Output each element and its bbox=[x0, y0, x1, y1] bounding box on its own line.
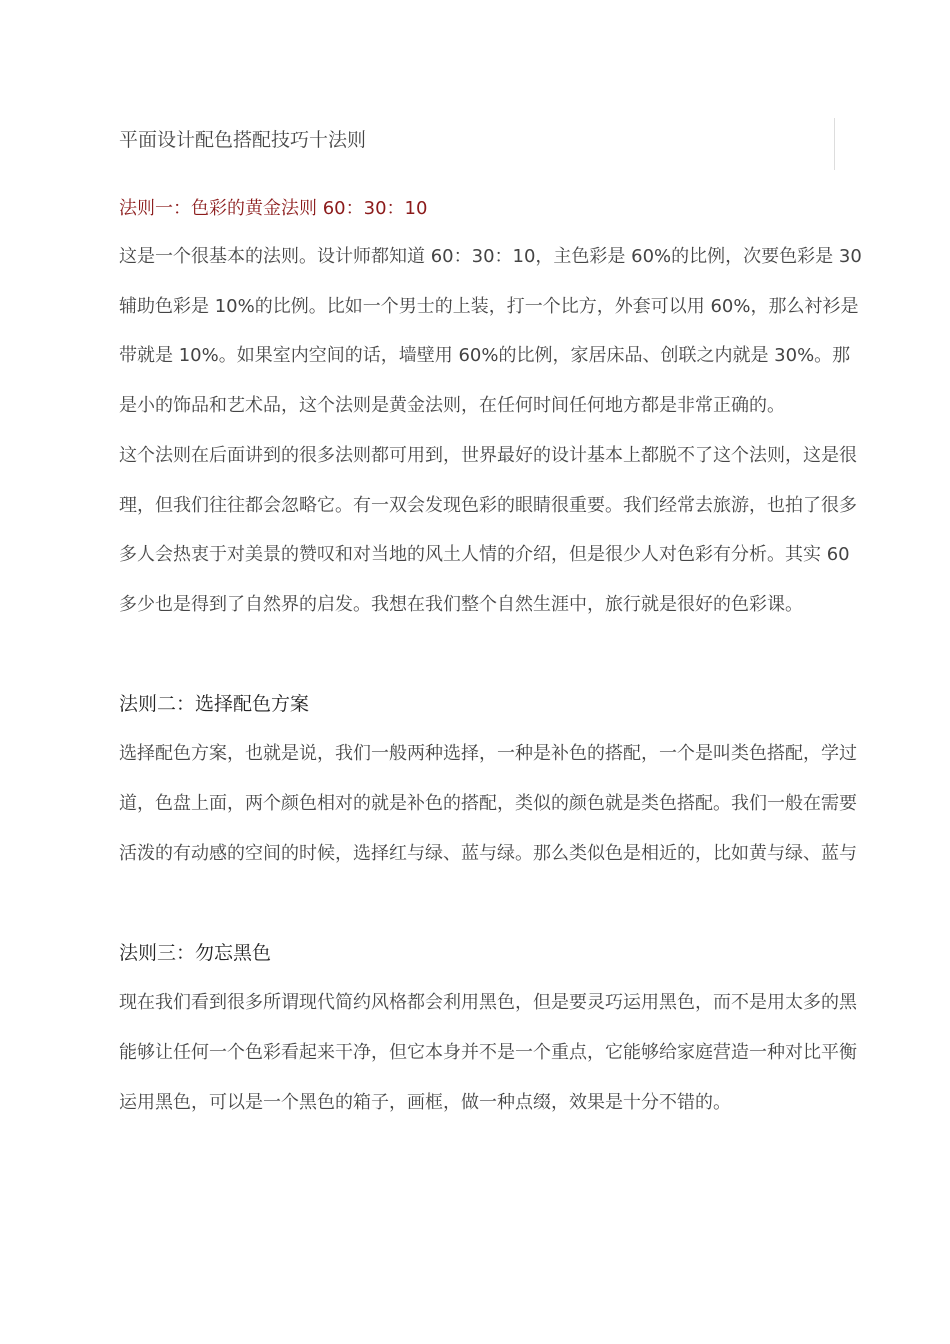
rule-1-line: 多人会热衷于对美景的赞叹和对当地的风土人情的介绍，但是很少人对色彩有分析。其实 60 bbox=[119, 544, 850, 565]
rule-1-line: 这是一个很基本的法则。设计师都知道 60：30：10，主色彩是 60%的比例，次要色彩是 30 bbox=[119, 246, 862, 267]
rule-1-heading: 法则一：色彩的黄金法则 60：30：10 bbox=[119, 198, 428, 219]
rule-2-heading: 法则二：选择配色方案 bbox=[119, 693, 310, 715]
rule-2-line: 活泼的有动感的空间的时候，选择红与绿、蓝与绿。那么类似色是相近的，比如黄与绿、蓝与 bbox=[119, 843, 857, 864]
rule-1-line: 带就是 10%。如果室内空间的话，墙壁用 60%的比例，家居床品、创联之内就是 30%。那 bbox=[119, 345, 851, 366]
rule-1-line: 这个法则在后面讲到的很多法则都可用到，世界最好的设计基本上都脱不了这个法则，这是很 bbox=[119, 445, 857, 466]
rule-1-line: 辅助色彩是 10%的比例。比如一个男士的上装，打一个比方，外套可以用 60%，那么衬衫是 bbox=[119, 296, 859, 317]
rule-1-line: 多少也是得到了自然界的启发。我想在我们整个自然生涯中，旅行就是很好的色彩课。 bbox=[119, 594, 803, 615]
rule-3-line: 能够让任何一个色彩看起来干净，但它本身并不是一个重点，它能够给家庭营造一种对比平衡 bbox=[119, 1042, 857, 1063]
rule-1-line: 是小的饰品和艺术品，这个法则是黄金法则，在任何时间任何地方都是非常正确的。 bbox=[119, 395, 785, 416]
header-divider bbox=[834, 118, 835, 170]
rule-3-line: 运用黑色，可以是一个黑色的箱子，画框，做一种点缀，效果是十分不错的。 bbox=[119, 1092, 731, 1113]
rule-2-line: 道，色盘上面，两个颜色相对的就是补色的搭配，类似的颜色就是类色搭配。我们一般在需要 bbox=[119, 793, 857, 814]
rule-2-line: 选择配色方案，也就是说，我们一般两种选择，一种是补色的搭配，一个是叫类色搭配，学过 bbox=[119, 743, 857, 764]
rule-3-line: 现在我们看到很多所谓现代简约风格都会利用黑色，但是要灵巧运用黑色，而不是用太多的黑 bbox=[119, 992, 857, 1013]
rule-3-heading: 法则三：勿忘黑色 bbox=[119, 942, 272, 964]
document-title: 平面设计配色搭配技巧十法则 bbox=[119, 129, 367, 151]
rule-1-line: 理，但我们往往都会忽略它。有一双会发现色彩的眼睛很重要。我们经常去旅游，也拍了很多 bbox=[119, 495, 857, 516]
